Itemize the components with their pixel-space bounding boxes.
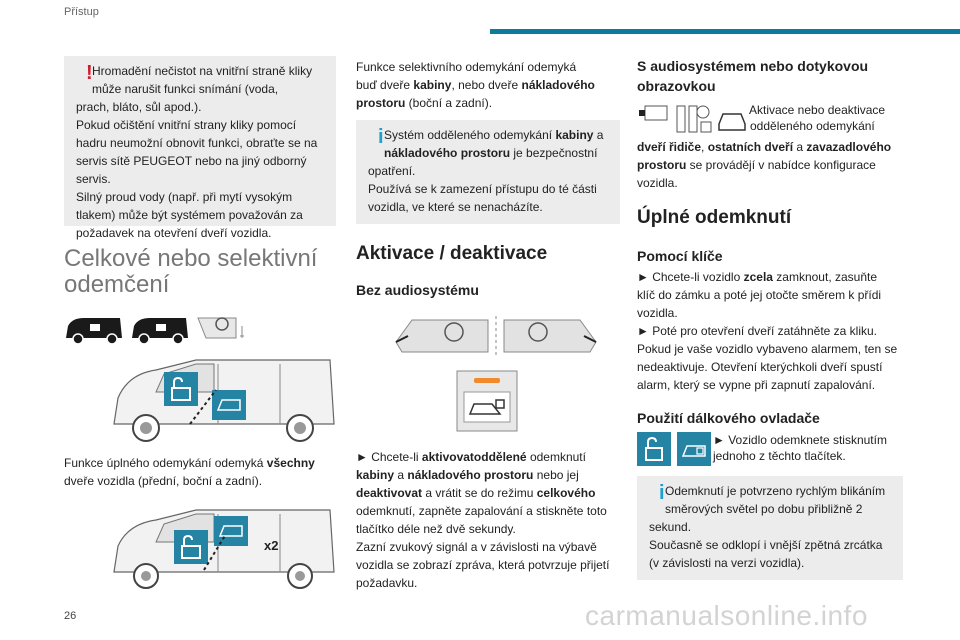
van-unlock-all-icon bbox=[104, 350, 344, 444]
text-run: ► Vozidlo odemknete stisknutím bbox=[713, 433, 887, 447]
x2-badge: x2 bbox=[264, 538, 279, 553]
text-run: deaktivovat bbox=[356, 486, 423, 500]
section-title: Přístup bbox=[64, 6, 99, 18]
text-run: odemknutí, zapněte zapalování a stiskněte toto bbox=[356, 504, 607, 518]
info-icon: i bbox=[659, 482, 665, 504]
info-box bbox=[356, 120, 620, 224]
warning-box bbox=[64, 56, 336, 240]
subheading-no-audio: Bez audiosystému bbox=[356, 282, 479, 298]
text-run: jednoho z těchto tlačítek. bbox=[713, 449, 846, 463]
text-run: zcela bbox=[743, 270, 773, 284]
info-line: vozidla, ve které se nenacházíte. bbox=[368, 200, 543, 214]
column-middle bbox=[356, 56, 620, 592]
full-unlock-text bbox=[64, 454, 336, 490]
header-accent-bar bbox=[490, 29, 960, 34]
subheading-remote: Použití dálkového ovladače bbox=[637, 410, 820, 426]
info-line: sekund. bbox=[649, 520, 692, 534]
heading-line: Celkové nebo selektivní bbox=[64, 245, 318, 272]
text-run: Pokud je vaše vozidlo vybaveno alarmem, ten se bbox=[637, 342, 898, 356]
menu-text-rest bbox=[637, 138, 903, 192]
remote-buttons-row bbox=[637, 432, 903, 468]
menu-icons-row bbox=[637, 102, 903, 138]
text-run: Funkce úplného odemykání odemyká bbox=[64, 456, 267, 470]
info-line: Používá se k zamezení přístupu do té části bbox=[368, 182, 597, 196]
heading-line: odemčení bbox=[64, 271, 170, 298]
text-run: kabiny bbox=[555, 128, 594, 142]
text-run: a bbox=[793, 140, 807, 154]
page-number: 26 bbox=[64, 610, 77, 622]
info-line: Odemknutí je potvrzeno rychlým blikáním bbox=[665, 484, 886, 498]
warning-line: hadru neumožní obnovit funkci, obraťte se na bbox=[76, 136, 318, 150]
text-run: vozidla se zobrazí zpráva, která potvrzuje přijetí bbox=[356, 558, 610, 572]
info-box-remote bbox=[637, 476, 903, 580]
section-heading-activation: Aktivace / deaktivace bbox=[356, 243, 548, 264]
selective-intro bbox=[356, 58, 620, 112]
text-run: ► Chcete-li bbox=[356, 450, 422, 464]
unlock-icon bbox=[637, 432, 671, 466]
warning-line: požadavek na otevření dveří vozidla. bbox=[76, 226, 272, 240]
text-run: nákladového prostoru bbox=[384, 146, 511, 160]
warning-line: servis sítě PEUGEOT nebo na jiný odborný bbox=[76, 154, 307, 168]
text-run: , bbox=[701, 140, 708, 154]
text-run: dveře vozidla (přední, boční a zadní). bbox=[64, 474, 263, 488]
van-unlock-cargo-icon bbox=[104, 504, 344, 590]
warning-line: servis. bbox=[76, 172, 111, 186]
text-run: a bbox=[593, 128, 604, 142]
text-run: nedeaktivuje. Otevření kterýchkoli dveří spustí bbox=[637, 360, 883, 374]
section-heading-selective bbox=[64, 246, 336, 298]
text-run: odděleného odemykání bbox=[750, 119, 875, 133]
remote-text bbox=[713, 432, 887, 464]
text-run: Funkce selektivního odemykání odemyká bbox=[356, 60, 577, 74]
van-x2-illustration bbox=[64, 504, 336, 590]
text-run: , nebo dveře bbox=[451, 78, 522, 92]
text-run: kabiny bbox=[356, 468, 395, 482]
text-run: Aktivace nebo deaktivace bbox=[749, 103, 886, 117]
warning-line: Pokud očištění vnitřní strany kliky pomocí bbox=[76, 118, 297, 132]
text-run: je bezpečnostní bbox=[510, 146, 598, 160]
text-run: prostoru bbox=[637, 158, 687, 172]
watermark-text: carmanualsonline.info bbox=[585, 600, 868, 631]
text-run: všechny bbox=[266, 456, 315, 470]
text-run: tlačítko déle než dvě sekundy. bbox=[356, 522, 516, 536]
text-run: a vrátit se do režimu bbox=[422, 486, 537, 500]
text-run: dveří řidiče bbox=[637, 140, 702, 154]
text-run: Zazní zvukový signál a v závislosti na výbavě bbox=[356, 540, 597, 554]
text-run: buď dveře bbox=[356, 78, 414, 92]
warning-line: Hromadění nečistot na vnitřní straně kliky bbox=[92, 64, 313, 78]
text-run: alarm, který se vypne při zapnutí zapalování. bbox=[637, 378, 876, 392]
text-run: aktivovatoddělené bbox=[421, 450, 527, 464]
text-run: vozidla. bbox=[637, 306, 678, 320]
text-run: obrazovkou bbox=[637, 78, 716, 94]
column-left bbox=[64, 56, 336, 590]
section-heading-full-unlock: Úplné odemknutí bbox=[637, 207, 792, 228]
van-side-illustration bbox=[64, 350, 336, 444]
info-line bbox=[368, 144, 608, 162]
info-line: opatření. bbox=[368, 164, 416, 178]
info-line: Současně se odklopí i vnější zpětná zrcátka bbox=[649, 538, 883, 552]
text-run: odemknutí bbox=[526, 450, 586, 464]
text-run: ostatních dveří bbox=[707, 140, 794, 154]
text-run: se provádějí v nabídce konfigurace bbox=[686, 158, 876, 172]
info-line bbox=[368, 126, 608, 148]
page-header bbox=[0, 0, 960, 40]
text-run: prostoru bbox=[356, 96, 406, 110]
button-illustration bbox=[356, 370, 620, 432]
text-run: požadavku. bbox=[356, 576, 418, 590]
info-line: směrových světel po dobu přibližně 2 bbox=[665, 502, 863, 516]
text-run: kabiny bbox=[413, 78, 452, 92]
text-run: nebo jej bbox=[533, 468, 579, 482]
text-run: klíč do zámku a poté jej otočte směrem k přídi bbox=[637, 288, 882, 302]
key-instructions bbox=[637, 268, 903, 394]
audio-touchscreen-icons bbox=[637, 102, 747, 136]
warning-line: může narušit funkci snímání (voda, bbox=[92, 82, 279, 96]
warning-line: prach, bláto, sůl apod.). bbox=[76, 100, 202, 114]
activation-instructions bbox=[356, 448, 620, 592]
text-run: zamknout, zasuňte bbox=[772, 270, 878, 284]
text-run: nákladového prostoru bbox=[407, 468, 534, 482]
vehicle-mode-icons bbox=[64, 312, 336, 346]
text-run: zavazadlového bbox=[806, 140, 892, 154]
text-run: ► Chcete-li vozidlo bbox=[637, 270, 744, 284]
warning-line: Silný proud vody (např. při mytí vysokým bbox=[76, 190, 293, 204]
dashboard-illustration bbox=[356, 312, 620, 362]
text-run: a bbox=[394, 468, 408, 482]
van-silhouettes-icon bbox=[64, 312, 264, 346]
dashboard-steering-icon bbox=[392, 312, 602, 362]
text-run: (boční a zadní). bbox=[405, 96, 493, 110]
text-run: Systém odděleného odemykání bbox=[384, 128, 556, 142]
warning-icon: ! bbox=[86, 62, 93, 84]
text-run: vozidla. bbox=[637, 176, 678, 190]
info-icon: i bbox=[378, 126, 384, 148]
warning-line: tlakem) může být systémem považován za bbox=[76, 208, 303, 222]
column-right bbox=[637, 56, 903, 580]
info-line: (v závislosti na verzi vozidla). bbox=[649, 556, 805, 570]
unlock-cargo-icon bbox=[677, 432, 711, 466]
text-run: ► Poté pro otevření dveří zatáhněte za kliku. bbox=[637, 324, 878, 338]
subheading-key: Pomocí klíče bbox=[637, 248, 723, 264]
menu-text-block bbox=[749, 102, 885, 134]
text-run: S audiosystémem nebo dotykovou bbox=[637, 58, 869, 74]
text-run: nákladového bbox=[521, 78, 595, 92]
selective-unlock-button-icon bbox=[456, 370, 518, 432]
subheading-audio bbox=[637, 56, 903, 96]
text-run: celkového bbox=[536, 486, 596, 500]
